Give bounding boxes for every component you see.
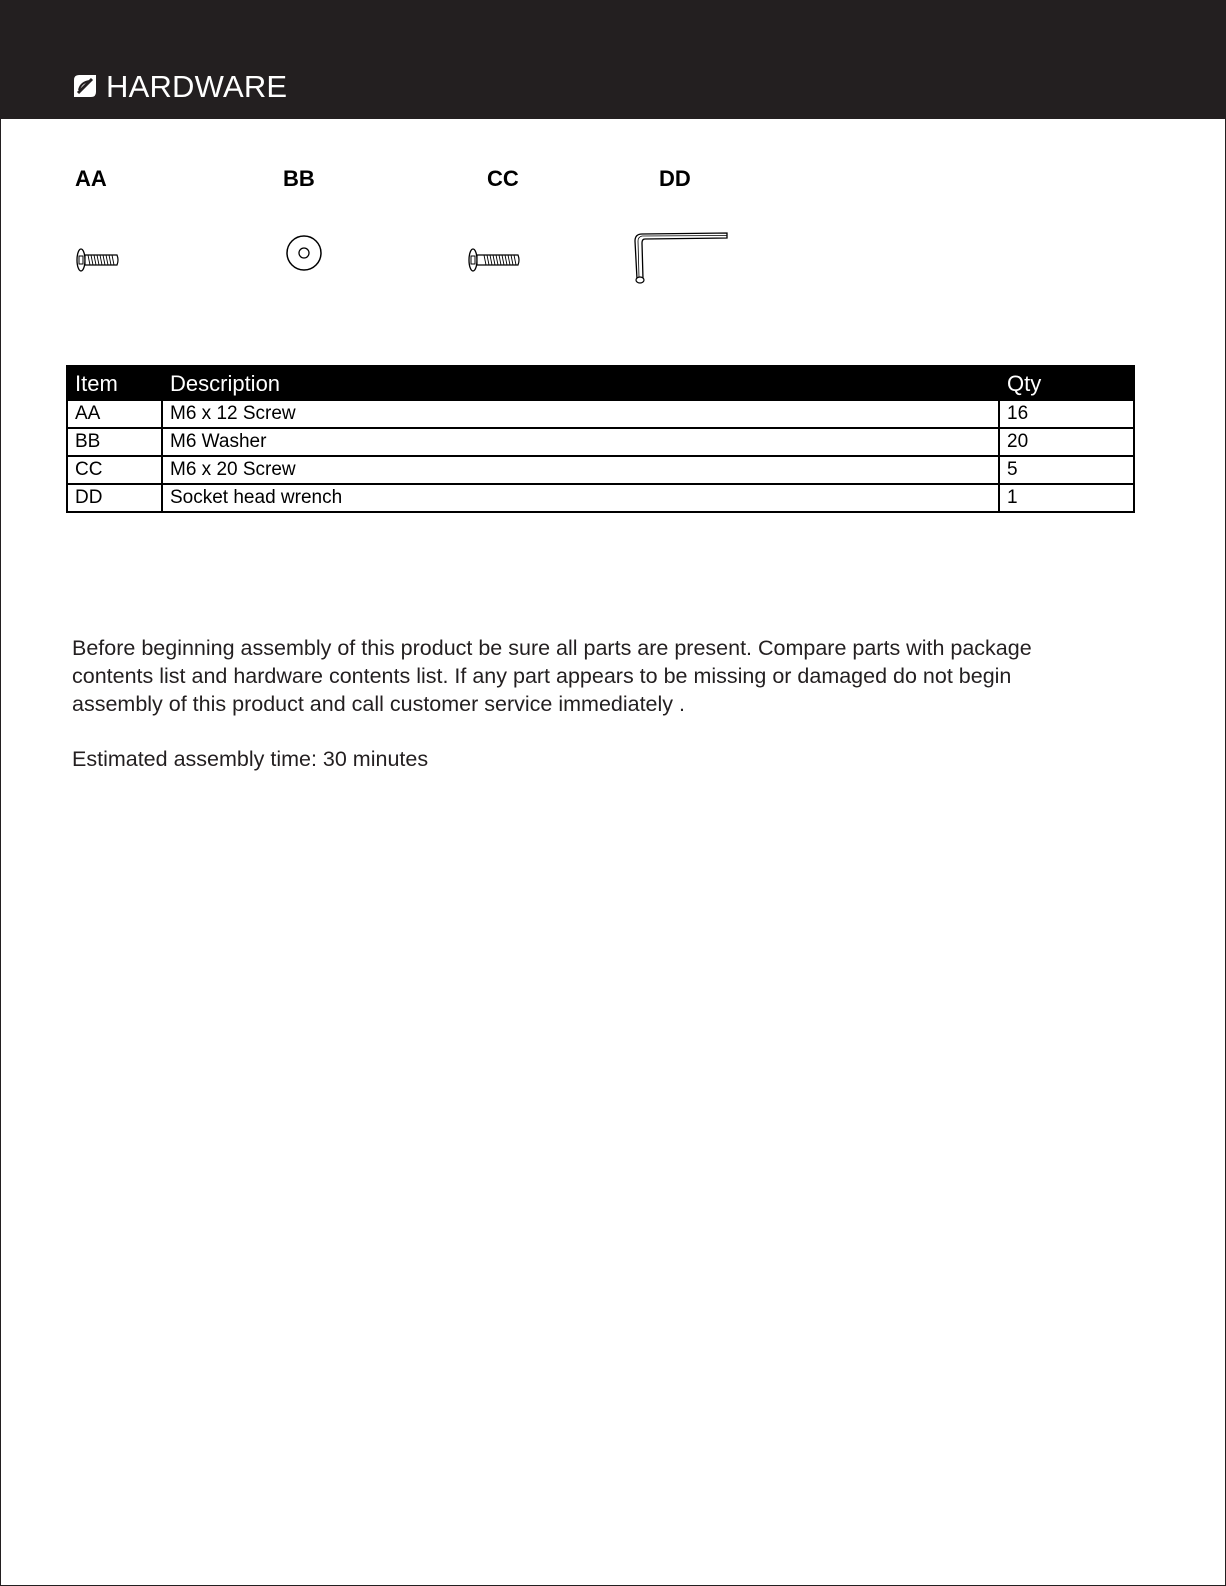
qty-cell: 1 <box>999 484 1134 512</box>
short-screw-icon <box>75 246 121 274</box>
table-row <box>67 484 1134 512</box>
brand-leaf-icon <box>72 73 98 99</box>
item-cell: BB <box>67 428 162 456</box>
table-row <box>67 428 1134 456</box>
description-cell: M6 x 20 Screw <box>162 456 999 484</box>
table-row <box>67 400 1134 428</box>
washer-icon <box>285 234 323 272</box>
description-cell: Socket head wrench <box>162 484 999 512</box>
assembly-time-estimate: Estimated assembly time: 30 minutes <box>72 747 429 771</box>
qty-cell: 16 <box>999 400 1134 428</box>
column-header-item: Item <box>67 366 162 400</box>
part-label-dd: DD <box>659 166 691 191</box>
part-label-cc: CC <box>487 166 519 191</box>
hardware-table <box>66 365 1135 513</box>
column-header-qty: Qty <box>999 366 1134 400</box>
page-title: HARDWARE <box>106 69 288 104</box>
item-cell: DD <box>67 484 162 512</box>
item-cell: AA <box>67 400 162 428</box>
long-screw-icon <box>467 246 523 274</box>
part-label-aa: AA <box>75 166 107 191</box>
column-header-description: Description <box>162 366 999 400</box>
allen-wrench-icon <box>631 229 731 287</box>
table-header-row <box>67 366 1134 400</box>
qty-cell: 5 <box>999 456 1134 484</box>
description-cell: M6 x 12 Screw <box>162 400 999 428</box>
part-label-bb: BB <box>283 166 315 191</box>
page-header <box>1 1 1225 119</box>
table-row <box>67 456 1134 484</box>
description-cell: M6 Washer <box>162 428 999 456</box>
assembly-notice: Before beginning assembly of this product be sure all parts are present. Compare parts with package contents list and hardware contents list. If any part appears to be missing or damaged do not begin assembly of this product and call customer service immediately . <box>72 636 1032 716</box>
qty-cell: 20 <box>999 428 1134 456</box>
item-cell: CC <box>67 456 162 484</box>
